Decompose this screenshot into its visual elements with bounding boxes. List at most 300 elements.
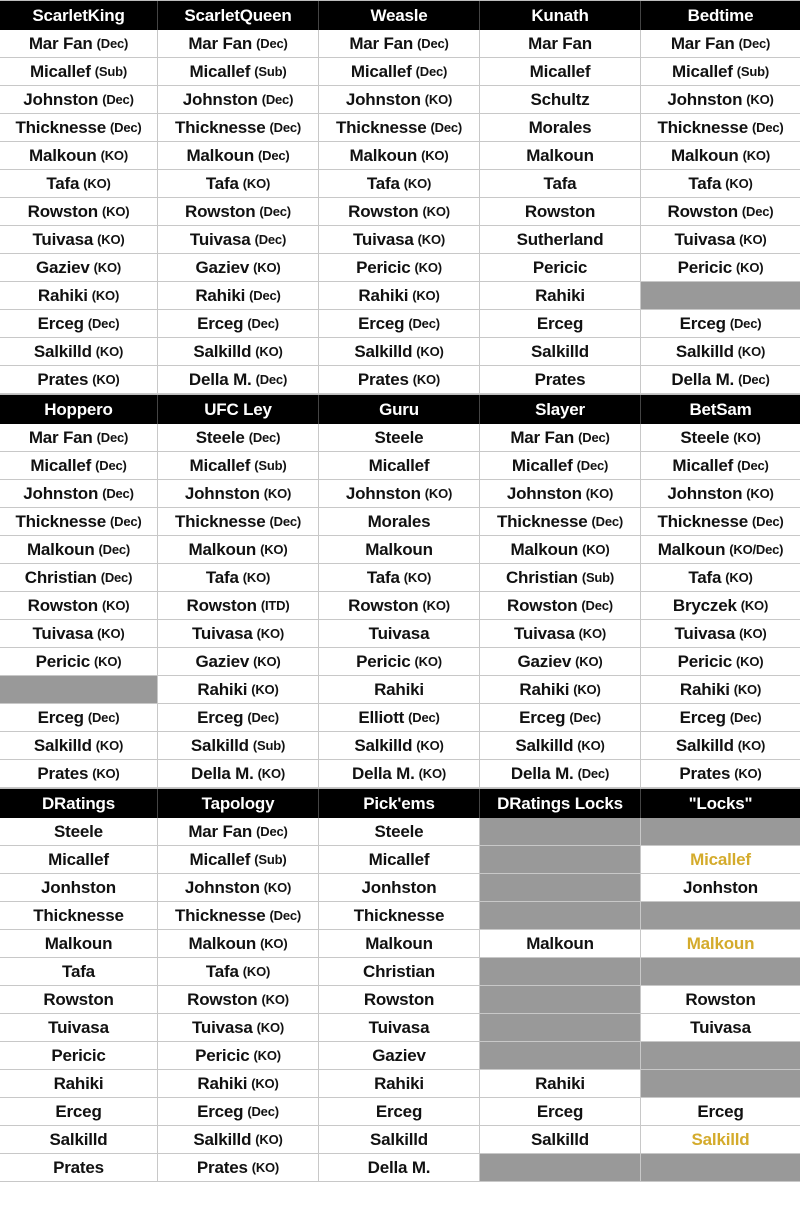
pick-cell [158, 846, 319, 874]
result-method: (KO) [746, 92, 774, 107]
result-method: (KO) [422, 598, 450, 613]
fighter-name: Tuivasa [352, 229, 414, 249]
pick-cell [0, 704, 158, 732]
fighter-name: Mar Fan [670, 33, 735, 53]
fighter-name: Rowston [667, 201, 738, 221]
empty-cell [480, 874, 641, 902]
result-method: (Dec) [100, 570, 133, 585]
result-method: (KO) [418, 766, 446, 781]
pick-cell [641, 254, 800, 282]
result-method: (KO) [416, 738, 444, 753]
pick-cell [480, 648, 641, 676]
result-method: (KO) [412, 288, 440, 303]
pick-cell [319, 564, 480, 592]
pick-cell [0, 902, 158, 930]
result-method: (Sub) [254, 458, 287, 473]
pick-cell [480, 142, 641, 170]
pick-cell [641, 760, 800, 788]
empty-cell [480, 818, 641, 846]
pick-cell [0, 1070, 158, 1098]
result-method: (Dec) [259, 204, 291, 219]
fighter-name: Gaziev [517, 651, 572, 671]
fighter-name: Schultz [530, 89, 590, 109]
pick-cell [641, 846, 800, 874]
fighter-name: Rahiki [679, 679, 730, 699]
result-method: (KO) [582, 542, 610, 557]
result-method: (Dec) [577, 766, 610, 781]
result-method: (Dec) [254, 232, 287, 247]
pick-cell [0, 198, 158, 226]
fighter-name: Steele [680, 427, 730, 447]
fighter-name: Gaziev [195, 257, 250, 277]
pick-cell [158, 282, 319, 310]
result-method: (KO) [255, 344, 283, 359]
pick-cell [480, 170, 641, 198]
fighter-name: Thicknesse [657, 117, 749, 137]
fighter-name: Tuivasa [191, 623, 253, 643]
result-method: (KO) [736, 654, 764, 669]
result-method: (Dec) [408, 710, 440, 725]
result-method: (Dec) [408, 316, 440, 331]
pick-cell [641, 366, 800, 394]
result-method: (Sub) [252, 738, 286, 753]
fighter-name: Micallef [350, 61, 412, 81]
fighter-name: Rowston [507, 595, 578, 615]
result-method: (KO) [414, 654, 442, 669]
fighter-name: Thicknesse [174, 511, 266, 531]
result-method: (Dec) [415, 64, 448, 79]
pick-cell [0, 648, 158, 676]
result-method: (KO) [734, 766, 762, 781]
fighter-name: Prates [37, 763, 89, 783]
fighter-name: Salkilld [190, 735, 249, 755]
fighter-name: Erceg [697, 1101, 744, 1121]
fighter-name: Prates [53, 1157, 104, 1177]
column-header: Bedtime [641, 1, 800, 30]
fighter-name: Rahiki [535, 285, 585, 305]
pick-cell [480, 310, 641, 338]
fighter-name: Jonhston [361, 877, 437, 897]
fighter-name: Prates [534, 369, 586, 389]
pick-cell [158, 480, 319, 508]
fighter-name: Prates [37, 369, 89, 389]
fighter-name: Thicknesse [657, 511, 749, 531]
pick-cell [641, 930, 800, 958]
pick-cell [641, 1126, 800, 1154]
pick-cell [0, 620, 158, 648]
pick-cell [158, 86, 319, 114]
pick-cell [480, 86, 641, 114]
pick-cell [480, 564, 641, 592]
result-method: (Dec) [738, 36, 771, 51]
fighter-name: Mar Fan [349, 33, 414, 53]
result-method: (KO) [263, 486, 292, 501]
fighter-name: Della M. [671, 369, 735, 389]
fighter-name: Erceg [519, 707, 566, 727]
fighter-name: Rowston [348, 201, 419, 221]
result-method: (KO) [242, 570, 271, 585]
fighter-name: Salkilld [531, 1129, 589, 1149]
pick-cell [0, 958, 158, 986]
pick-cell [641, 620, 800, 648]
fighter-name: Micallef [368, 849, 430, 869]
fighter-name: Rahiki [53, 1073, 104, 1093]
pick-cell [158, 818, 319, 846]
pick-cell [480, 508, 641, 536]
fighter-name: Thicknesse [15, 117, 107, 137]
result-method: (KO) [573, 682, 601, 697]
fighter-name: Rahiki [374, 679, 424, 699]
fighter-name: Tuivasa [48, 1017, 109, 1037]
pick-cell [319, 592, 480, 620]
fighter-name: Erceg [37, 707, 84, 727]
result-method: (Dec) [248, 430, 281, 445]
fighter-name: Erceg [197, 707, 244, 727]
pick-cell [158, 760, 319, 788]
result-method: (KO) [253, 654, 281, 669]
pick-cell [0, 1014, 158, 1042]
pick-cell [480, 704, 641, 732]
empty-cell [641, 1154, 800, 1182]
fighter-name: Tafa [205, 961, 239, 981]
pick-cell [158, 874, 319, 902]
result-method: (Dec) [261, 92, 294, 107]
fighter-name: Mar Fan [528, 33, 592, 53]
fighter-name: Tuivasa [191, 1017, 253, 1037]
result-method: (Dec) [269, 908, 302, 923]
fighter-name: Steele [195, 427, 245, 447]
fighter-name: Johnston [667, 89, 743, 109]
result-method: (KO) [95, 738, 124, 753]
result-method: (Dec) [729, 710, 762, 725]
fighter-name: Tafa [46, 173, 80, 193]
pick-cell [641, 564, 800, 592]
pick-cell [319, 170, 480, 198]
result-method: (KO) [92, 766, 120, 781]
result-method: (ITD) [260, 598, 290, 613]
fighter-name: Micallef [189, 849, 251, 869]
result-method: (KO) [585, 486, 614, 501]
pick-cell [158, 198, 319, 226]
column-header: UFC Ley [158, 395, 319, 424]
pick-cell [158, 732, 319, 760]
fighter-name: Bryczek [672, 595, 737, 615]
result-method: (KO) [256, 1020, 284, 1035]
fighter-name: Tuivasa [32, 229, 94, 249]
fighter-name: Pericic [356, 651, 411, 671]
fighter-name: Johnston [184, 877, 260, 897]
fighter-name: Salkilld [354, 341, 413, 361]
fighter-name: Micallef [189, 61, 251, 81]
empty-cell [641, 818, 800, 846]
result-method: (Dec) [247, 1104, 279, 1119]
fighter-name: Pericic [677, 651, 732, 671]
fighter-name: Della M. [188, 369, 252, 389]
pick-cell [0, 30, 158, 58]
pick-cell [319, 86, 480, 114]
pick-cell [158, 226, 319, 254]
fighter-name: Morales [528, 117, 592, 137]
result-method: (KO) [422, 204, 450, 219]
pick-cell [480, 424, 641, 452]
fighter-name: Jonhston [683, 877, 758, 897]
fighter-name: Rowston [27, 595, 98, 615]
result-method: (KO) [575, 654, 603, 669]
result-method: (KO) [746, 486, 774, 501]
column-header: ScarletQueen [158, 1, 319, 30]
pick-cell [480, 198, 641, 226]
fighter-name: Tafa [366, 567, 400, 587]
fighter-name: Salkilld [33, 341, 92, 361]
pick-cell [319, 648, 480, 676]
column-header: Hoppero [0, 395, 158, 424]
fighter-name: Pericic [532, 257, 588, 277]
fighter-name: Jonhston [41, 877, 116, 897]
result-method: (Dec) [258, 148, 290, 163]
fighter-name: Thicknesse [33, 905, 124, 925]
result-method: (KO) [737, 738, 766, 753]
fighter-name: Micallef [48, 849, 109, 869]
result-method: (Dec) [87, 316, 120, 331]
pick-cell [641, 648, 800, 676]
result-method: (Dec) [591, 514, 624, 529]
pick-cell [0, 452, 158, 480]
result-method: (KO) [91, 288, 120, 303]
fighter-name: Rahiki [37, 285, 88, 305]
result-method: (KO) [403, 570, 432, 585]
column-header: Tapology [158, 789, 319, 818]
fighter-name: Rahiki [374, 1073, 424, 1093]
empty-cell [480, 1154, 641, 1182]
fighter-name: Salkilld [675, 341, 734, 361]
fighter-name: Erceg [536, 313, 584, 333]
result-method: (KO) [253, 1048, 281, 1063]
result-method: (Sub) [736, 64, 769, 79]
result-method: (Dec) [110, 514, 142, 529]
pick-cell [480, 620, 641, 648]
empty-cell [480, 958, 641, 986]
result-method: (KO) [100, 148, 128, 163]
fighter-name: Salkilld [675, 735, 734, 755]
pick-cell [319, 958, 480, 986]
pick-cell [641, 732, 800, 760]
fighter-name: Elliott [358, 707, 405, 727]
fighter-name: Rahiki [519, 679, 570, 699]
pick-cell [0, 86, 158, 114]
fighter-name: Tuivasa [674, 229, 736, 249]
fighter-name: Thicknesse [174, 905, 266, 925]
pick-cell [0, 732, 158, 760]
pick-cell [319, 902, 480, 930]
result-method: (KO) [263, 880, 292, 895]
pick-cell [480, 366, 641, 394]
fighter-name: Morales [367, 511, 431, 531]
pick-cell [158, 170, 319, 198]
fighter-name: Sutherland [516, 229, 604, 249]
result-method: (Dec) [256, 824, 288, 839]
pick-cell [319, 198, 480, 226]
pick-cell [641, 424, 800, 452]
fighter-name: Micallef [30, 455, 92, 475]
fighter-name: Malkoun [365, 933, 433, 953]
fighter-name: Tuivasa [32, 623, 94, 643]
pick-cell [641, 508, 800, 536]
fighter-name: Rowston [187, 989, 258, 1009]
pick-cell [641, 452, 800, 480]
pick-cell [641, 676, 800, 704]
pick-cell [0, 58, 158, 86]
column-header: "Locks" [641, 789, 800, 818]
pick-cell [480, 1098, 641, 1126]
result-method: (KO) [256, 626, 284, 641]
fighter-name: Johnston [345, 89, 421, 109]
result-method: (Sub) [254, 64, 287, 79]
fighter-name: Johnston [23, 483, 99, 503]
fighter-name: Mar Fan [510, 427, 575, 447]
pick-cell [641, 114, 800, 142]
pick-cell [319, 226, 480, 254]
pick-cell [641, 986, 800, 1014]
pick-cell [0, 254, 158, 282]
fighter-name: Tafa [688, 567, 722, 587]
empty-cell [641, 958, 800, 986]
fighter-name: Della M. [352, 763, 415, 783]
pick-cell [319, 986, 480, 1014]
pick-cell [480, 1070, 641, 1098]
fighter-name: Salkilld [33, 735, 92, 755]
result-method: (KO) [740, 598, 769, 613]
result-method: (KO) [739, 626, 767, 641]
pick-cell [319, 254, 480, 282]
pick-cell [0, 930, 158, 958]
pick-cell [319, 366, 480, 394]
fighter-name: Steele [54, 821, 103, 841]
fighter-name: Rowston [524, 201, 596, 221]
pick-cell [319, 1014, 480, 1042]
fighter-name: Salkilld [193, 341, 252, 361]
result-method: (Dec) [98, 542, 131, 557]
fighter-name: Rahiki [197, 679, 248, 699]
fighter-name: Malkoun [188, 539, 257, 559]
fighter-name: Tuivasa [513, 623, 575, 643]
pick-cell [0, 424, 158, 452]
result-method: (KO) [93, 260, 121, 275]
result-method: (KO) [739, 232, 767, 247]
pick-cell [0, 142, 158, 170]
fighter-name: Micallef [690, 849, 751, 869]
pick-cell [158, 676, 319, 704]
result-method: (Dec) [96, 430, 129, 445]
result-method: (KO) [242, 964, 271, 979]
result-method: (Dec) [576, 458, 609, 473]
pick-cell [641, 592, 800, 620]
fighter-name: Mar Fan [188, 33, 253, 53]
fighter-name: Tuivasa [690, 1017, 751, 1037]
pick-cell [0, 338, 158, 366]
fighter-name: Thicknesse [174, 117, 266, 137]
column-header: Guru [319, 395, 480, 424]
fighter-name: Christian [24, 567, 97, 587]
fighter-name: Malkoun [44, 933, 113, 953]
fighter-name: Salkilld [515, 735, 574, 755]
fighter-name: Tafa [205, 567, 239, 587]
pick-cell [480, 536, 641, 564]
result-method: (KO) [421, 148, 449, 163]
pick-cell [480, 732, 641, 760]
column-header: ScarletKing [0, 1, 158, 30]
pick-cell [0, 818, 158, 846]
pick-cell [480, 760, 641, 788]
pick-cell [158, 254, 319, 282]
fighter-name: Malkoun [671, 145, 739, 165]
result-method: (KO/Dec) [729, 542, 784, 557]
result-method: (KO) [578, 626, 606, 641]
pick-cell [158, 958, 319, 986]
pick-cell [319, 310, 480, 338]
pick-cell [0, 226, 158, 254]
fighter-name: Tafa [62, 961, 95, 981]
result-method: (KO) [417, 232, 445, 247]
column-header: DRatings [0, 789, 158, 818]
pick-cell [480, 676, 641, 704]
pick-cell [0, 480, 158, 508]
fighter-name: Erceg [197, 313, 244, 333]
pick-cell [480, 338, 641, 366]
fighter-name: Gaziev [372, 1045, 426, 1065]
fighter-name: Christian [505, 567, 578, 587]
result-method: (KO) [94, 654, 122, 669]
fighter-name: Tuivasa [189, 229, 251, 249]
fighter-name: Mar Fan [28, 427, 93, 447]
empty-cell [480, 846, 641, 874]
pick-cell [158, 310, 319, 338]
result-method: (Dec) [729, 316, 762, 331]
pick-cell [641, 198, 800, 226]
fighter-name: Johnston [182, 89, 258, 109]
pick-cell [319, 818, 480, 846]
picks-section-2 [0, 394, 800, 788]
pick-cell [0, 592, 158, 620]
result-method: (Sub) [581, 570, 615, 585]
fighter-name: Malkoun [526, 145, 594, 165]
pick-cell [0, 366, 158, 394]
pick-cell [158, 1042, 319, 1070]
result-method: (Dec) [752, 120, 784, 135]
pick-cell [480, 58, 641, 86]
result-method: (Dec) [569, 710, 601, 725]
fighter-name: Micallef [511, 455, 573, 475]
pick-cell [641, 480, 800, 508]
result-method: (Dec) [752, 514, 784, 529]
result-method: (Dec) [430, 120, 463, 135]
column-header: Pick'ems [319, 789, 480, 818]
pick-cell [480, 282, 641, 310]
pick-cell [319, 452, 480, 480]
fighter-name: Steele [374, 821, 424, 841]
result-method: (KO) [725, 570, 753, 585]
fighter-name: Malkoun [186, 145, 255, 165]
fighter-name: Erceg [55, 1101, 102, 1121]
result-method: (KO) [733, 430, 761, 445]
fighter-name: Pericic [35, 651, 90, 671]
fighter-name: Salkilld [354, 735, 413, 755]
pick-cell [158, 424, 319, 452]
pick-cell [319, 30, 480, 58]
fighter-name: Rowston [43, 989, 114, 1009]
result-method: (KO) [95, 344, 124, 359]
fighter-name: Erceg [37, 313, 84, 333]
result-method: (Dec) [269, 514, 302, 529]
